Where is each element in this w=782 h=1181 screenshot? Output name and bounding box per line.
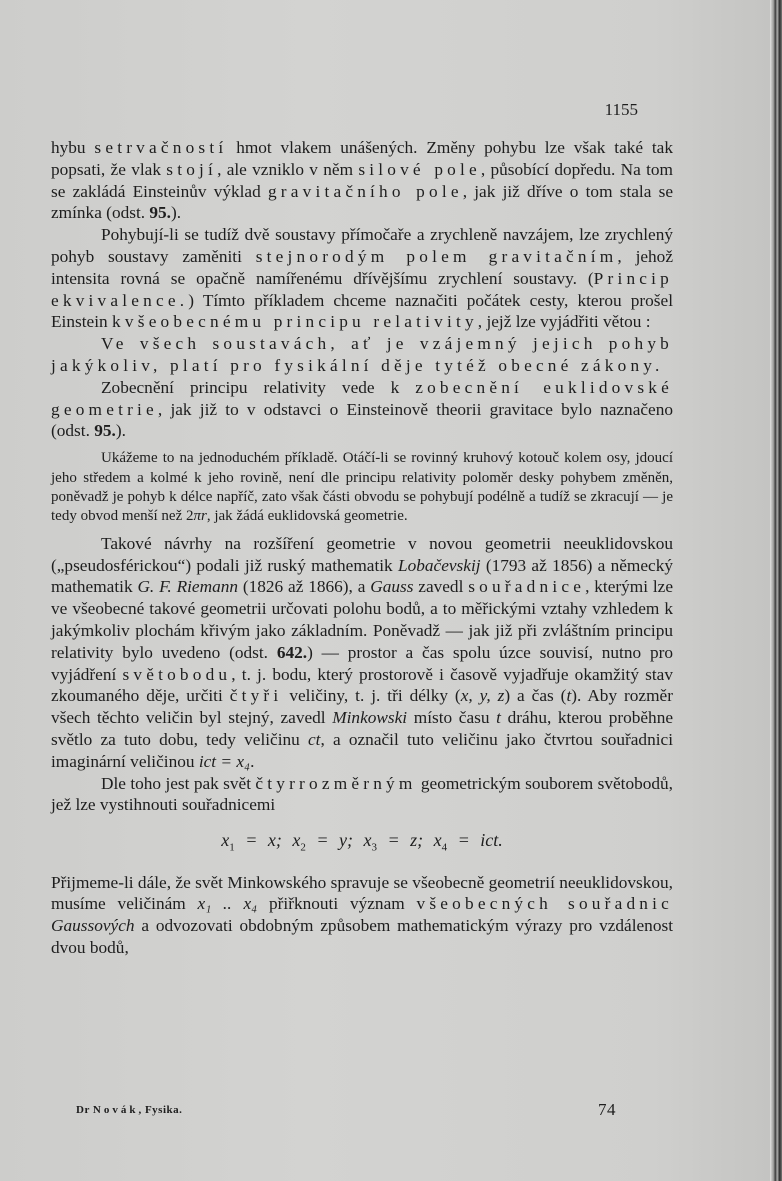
paragraph-non-euclidean: Takové návrhy na rozšíření geometrie v novou geometrii neeuklidovskou („pseudosférickou“) podali již ruský mathematik Lobačevskij (1793 až 1856) a německý mathematik G. F. Riemann (1826 až 1866), a Gauss zavedl souřadnice, kterými lze ve všeobecné takové geometrii určovati polohu bodů, a to měřickými vztahy vzhledem k jakýmkoliv plochám křivým jako základním. Poněvadž — jak již při zvláštním principu relativity bylo uvedeno (odst. 642.) — prostor a čas spolu úzce souvisí, nutno pro vyjádření světobodu, t. j. bodu, který prostorově i časově vyjadřuje okamžitý stav zkoumaného děje, určiti čtyři veličiny, t. j. tři délky (x, y, z) a čas (t). Aby rozměr všech těchto veličin byl stejný, zavedl Minkowski místo času t dráhu, kterou proběhne světlo za tuto dobu, tedy veličinu ct, a označil tuto veličinu jako čtvrtou souřadnici imaginární veličinou ict = x₄. [51,533,674,771]
paragraph-inertia: hybu setrvačností hmot vlakem unášených. Změny pohybu lze však také tak popsati, že vlak stojí, ale vzniklo v něm silové pole, působící dopředu. Na tom se zakládá Einsteinův výklad gravitačního pole, jak již dříve o tom stala se zmínka (odst. 95.). [51,138,673,223]
page-body [51,137,673,959]
coordinate-equation: $x_1 = x$; $x_2 = y$; $x_3 = z$; $x_4$ = ict. [221,830,503,854]
footer-author: Dr [76,1104,90,1116]
page-number: 1155 [604,100,638,119]
signature-mark: 74 [598,1100,616,1119]
paragraph-minkowski: Přijmeme-li dále, že svět Minkowského spravuje se všeobecně geometrií neeuklidovskou, musíme veličinám x₁ .. x₄ přiřknouti význam všeobecných souřadnic Gaussových a odvozovati obdobným způsobem mathematickým výrazy pro vzdálenost dvou bodů, [51,872,673,957]
page-footer [76,1100,616,1119]
page-edge [770,0,782,1181]
paragraph-example-small: Ukážeme to na jednoduchém příkladě. Otáčí-li se rovinný kruhový kotouč kolem osy, jdoucí jeho středem a kolmé k jeho rovině, není dle principu relativity poloměr desky pohybem změněn, poněvadž je pohyb k délce napříč, zato však části obvodu se pohybují podélně a tudíž se zkracují — je tedy obvod menší než 2πr, jak žádá euklidovská geometrie. [51,450,673,525]
paragraph-equivalence: Pohybují-li se tudíž dvě soustavy přímočaře a zrychleně navzájem, lze zrychlený pohyb soustavy zaměniti stejnorodým polem gravitačním, jehož intensita rovná se opačně namířenému dřívějšímu zrychlení soustavy. (Princip ekvivalence.) Tímto příkladem chceme naznačiti počátek cesty, kterou prošel Einstein k všeobecnému principu relativity, jejž lze vyjádřiti větou : [51,225,673,332]
footer-name: Novák [92,1104,139,1116]
footer-title: , Fysika. [138,1104,183,1116]
paragraph-four-dimensional: Dle toho jest pak svět čtyrrozměrným geometrickým souborem světobodů, jež lze vystihnouti souřadnicemi [51,773,673,815]
paragraph-generalization: Zobecnění principu relativity vede k zobecnění euklidovské geometrie, jak již to v odstavci o Einsteinově theorii gravitace bylo naznačeno (odst. 95.). [51,377,673,441]
principle-statement: Ve všech soustavách, ať je vzájemný jejich pohyb jakýkoliv, platí pro fysikální děje tytéž obecné zákony. [51,334,673,375]
